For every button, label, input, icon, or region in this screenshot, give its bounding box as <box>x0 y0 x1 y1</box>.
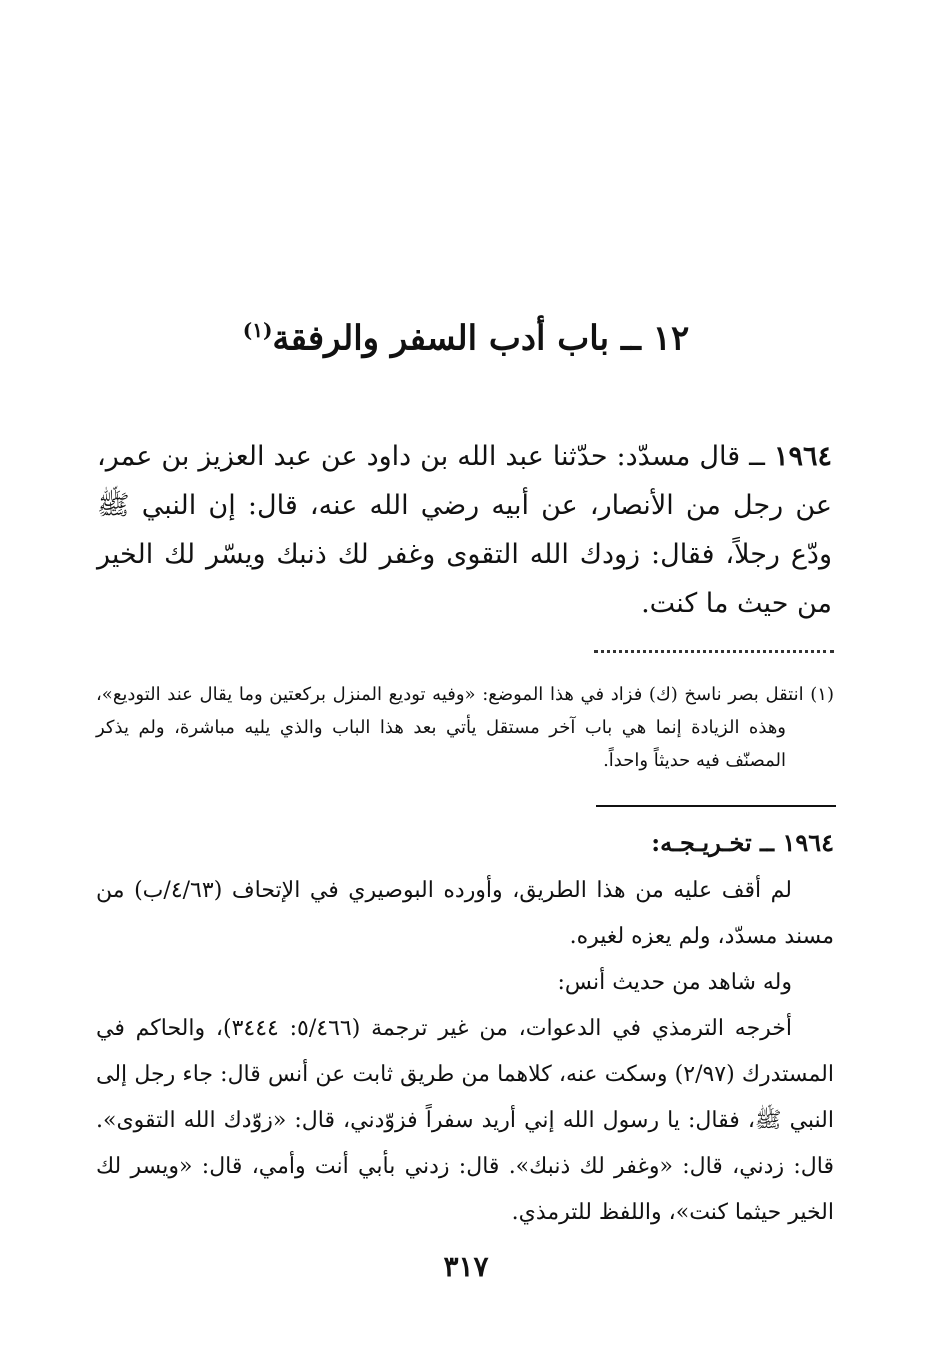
section-divider-line <box>596 805 836 807</box>
takhrij-paragraph-1: لم أقف عليه من هذا الطريق، وأورده البوصيري في الإتحاف (٤/٦٣/ب) من مسند مسدّد، ولم يعزه لغيره. <box>96 878 834 949</box>
hadith-number: ١٩٦٤ <box>774 441 833 472</box>
footnote-separator-dots <box>594 650 834 661</box>
takhrij-heading: ١٩٦٤ ــ تخـريـجـه: <box>651 828 834 857</box>
takhrij-section <box>96 820 834 1236</box>
chapter-title <box>100 304 832 364</box>
footnote-body <box>96 678 834 777</box>
footnote-text: انتقل بصر ناسخ (ك) فزاد في هذا الموضع: «وفيه توديع المنزل بركعتين وما يقال عند التوديع»، وهذه الزيادة إنما هي باب آخر مستقل يأتي بعد هذا الباب والذي يليه مباشرة، ولم يذكر المصنّف فيه حديثاً واحداً. <box>96 684 804 771</box>
hadith-text-block <box>97 432 832 628</box>
chapter-title-text: ١٢ ــ باب أدب السفر والرفقة <box>272 318 690 359</box>
page-number: ٣١٧ <box>443 1250 489 1283</box>
takhrij-paragraph-3: أخرجه الترمذي في الدعوات، من غير ترجمة (٥/٤٦٦: ٣٤٤٤)، والحاكم في المستدرك (٢/٩٧) وسكت عنه، كلاهما من طريق ثابت عن أنس قال: جاء رجل إلى النبي ﷺ، فقال: يا رسول الله إني أريد سفراً فزوّدني، قال: «زوّدك الله التقوى». قال: زدني، قال: «وغفر لك ذنبك». قال: زدني بأبي أنت وأمي، قال: «ويسر لك الخير حيثما كنت»، واللفظ للترمذي. <box>96 1016 834 1225</box>
hadith-body: ــ قال مسدّد: حدّثنا عبد الله بن داود عن عبد العزيز بن عمر، عن رجل من الأنصار، عن أبيه رضي الله عنه، قال: إن النبي ﷺ ودّع رجلاً، فقال: زودك الله التقوى وغفر لك ذنبك ويسّر لك الخير من حيث ما كنت. <box>97 441 832 619</box>
footnote <box>96 678 834 777</box>
takhrij-paragraph-2: وله شاهد من حديث أنس: <box>557 970 792 995</box>
chapter-footnote-ref: (١) <box>242 318 273 342</box>
footnote-marker: (١) <box>810 684 834 705</box>
